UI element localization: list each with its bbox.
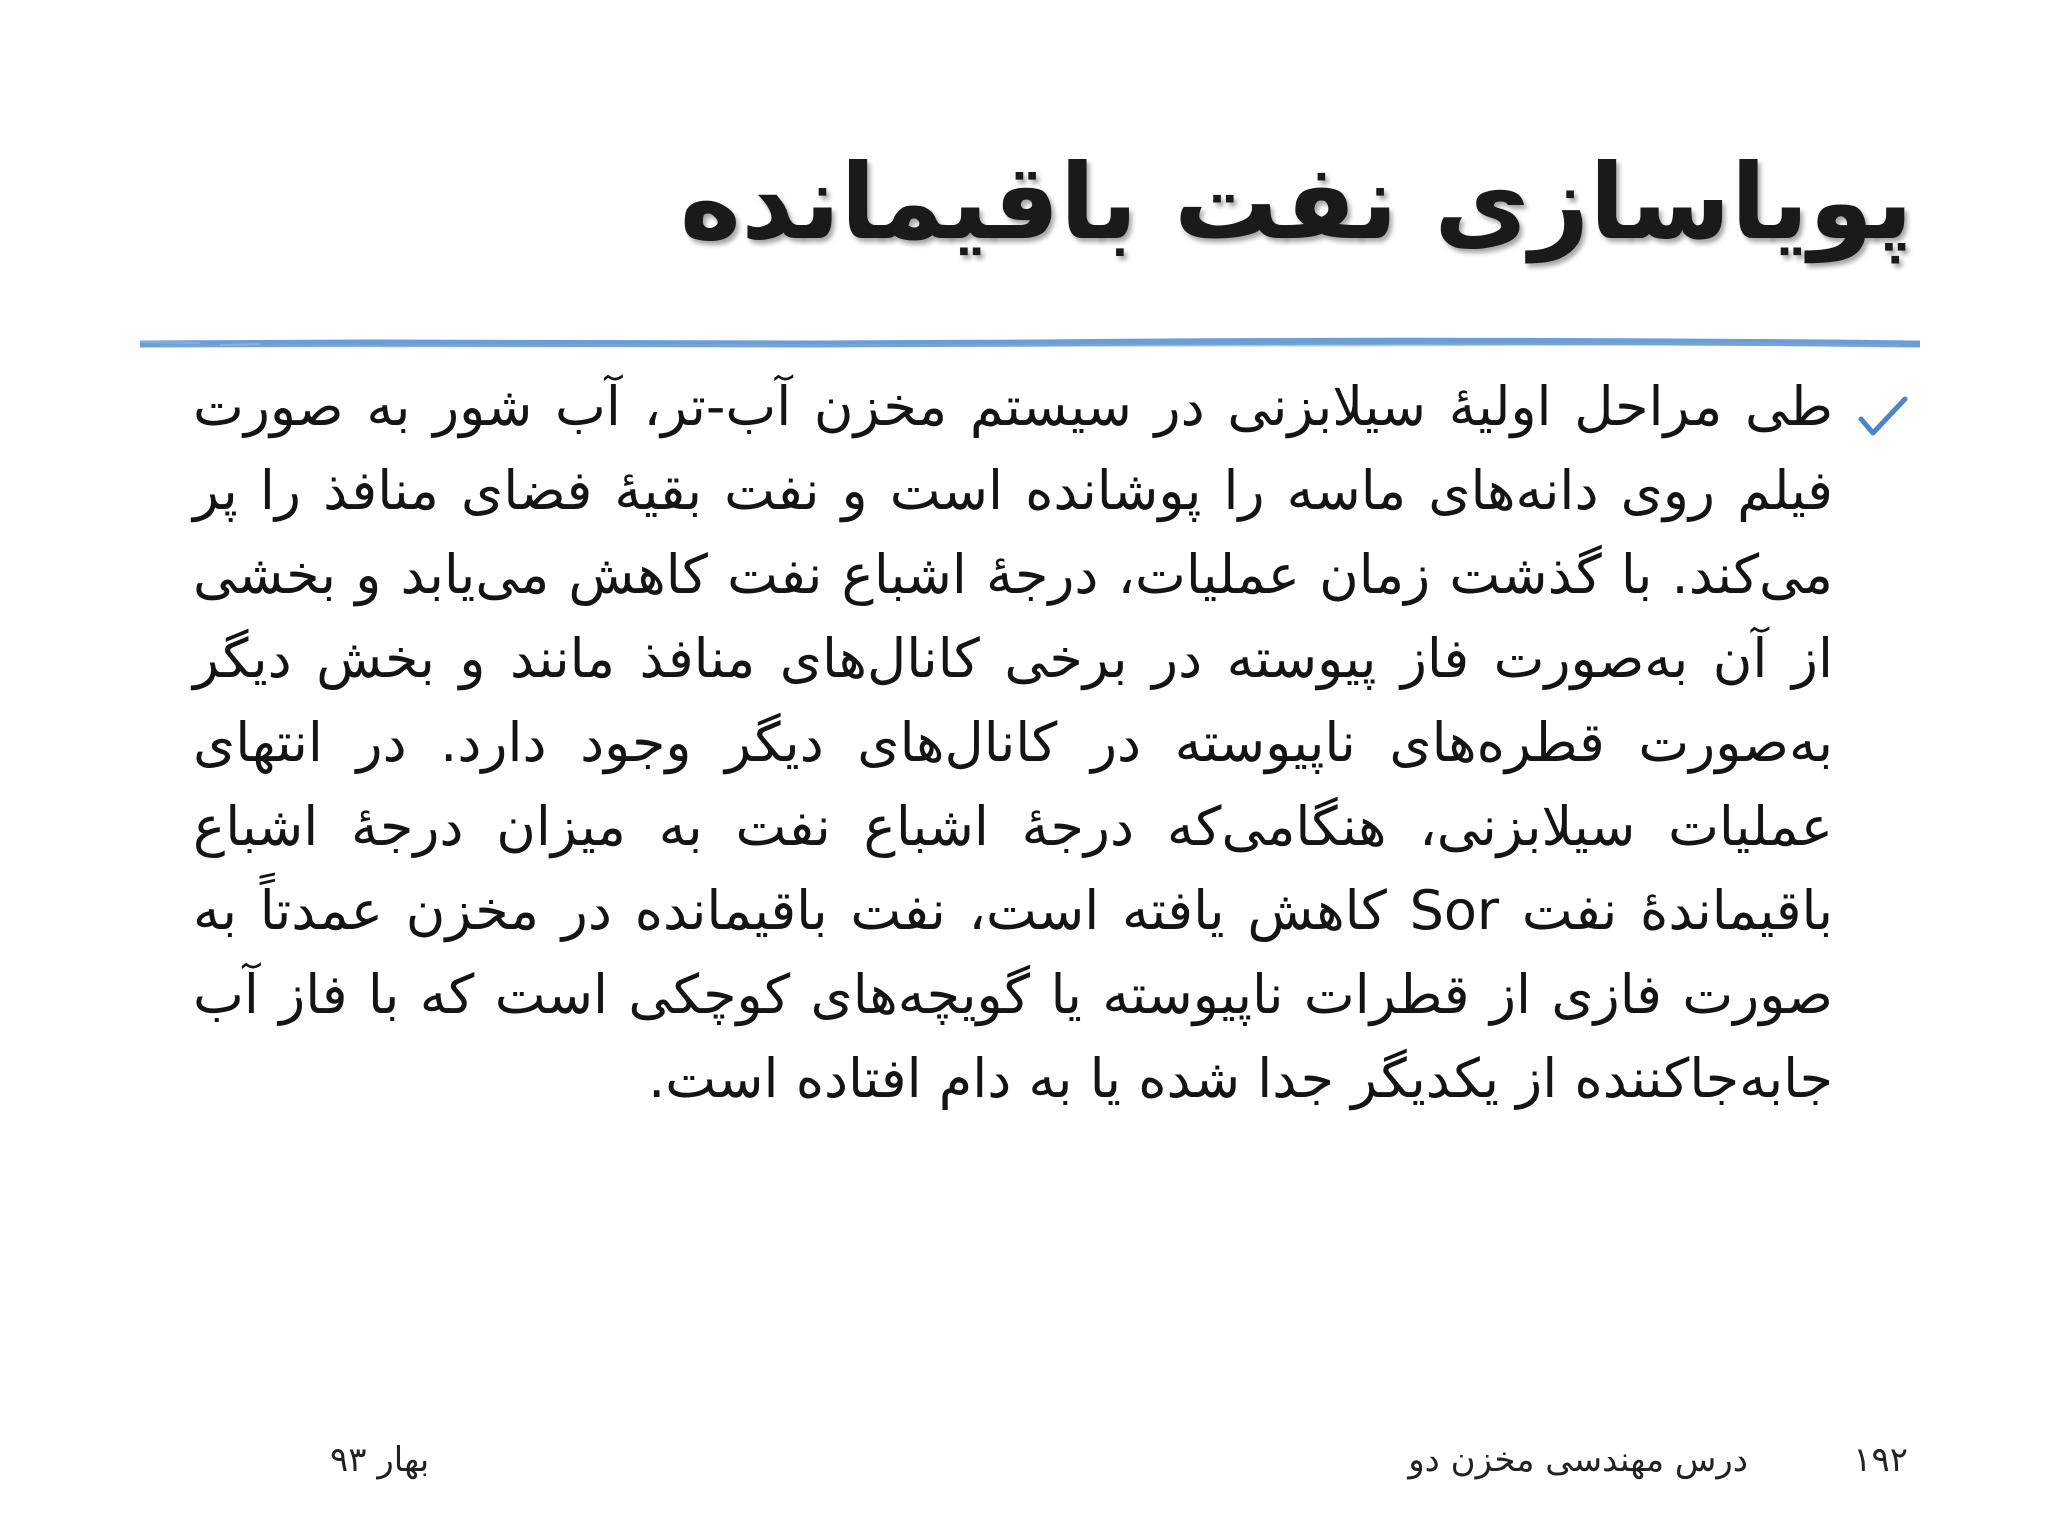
footer-course-name: درس مهندسی مخزن دو bbox=[1408, 1440, 1748, 1480]
checkmark-icon bbox=[1858, 395, 1908, 439]
footer-term: بهار ۹۳ bbox=[330, 1440, 430, 1480]
footer-page-number: ۱۹۲ bbox=[1853, 1440, 1908, 1480]
slide-title: پویاسازی نفت باقیمانده bbox=[679, 141, 1913, 263]
sor-term: Sor bbox=[1409, 879, 1500, 942]
content-area bbox=[158, 365, 1908, 1265]
bullet-paragraph bbox=[193, 365, 1833, 1121]
title-divider bbox=[140, 335, 1920, 353]
paragraph-text-end: کاهش یافته است، نفت باقیمانده در مخزن عمدتاً به صورت فازی از قطرات ناپیوسته یا گویچه‌های کوچکی است که با فاز آب جابه‌جاکننده از یکدیگر جدا شده یا به دام افتاده است. bbox=[193, 879, 1833, 1110]
paragraph-text-start: طی مراحل اولیهٔ سیلابزنی در سیستم مخزن آب-تر، آب شور به صورت فیلم روی دانه‌های ماسه را پوشانده است و نفت بقیهٔ فضای منافذ را پر می‌کند. با گذشت زمان عملیات، درجهٔ اشباع نفت کاهش می‌یابد و بخشی از آن به‌صورت فاز پیوسته در برخی کانال‌های منافذ مانند و بخش دیگر به‌صورت قطره‌های ناپیوسته در کانال‌های دیگر وجود دارد. در انتهای عملیات سیلابزنی، هنگامی‌که درجهٔ اشباع نفت به میزان درجهٔ اشباع باقیماندهٔ نفت bbox=[193, 375, 1833, 942]
